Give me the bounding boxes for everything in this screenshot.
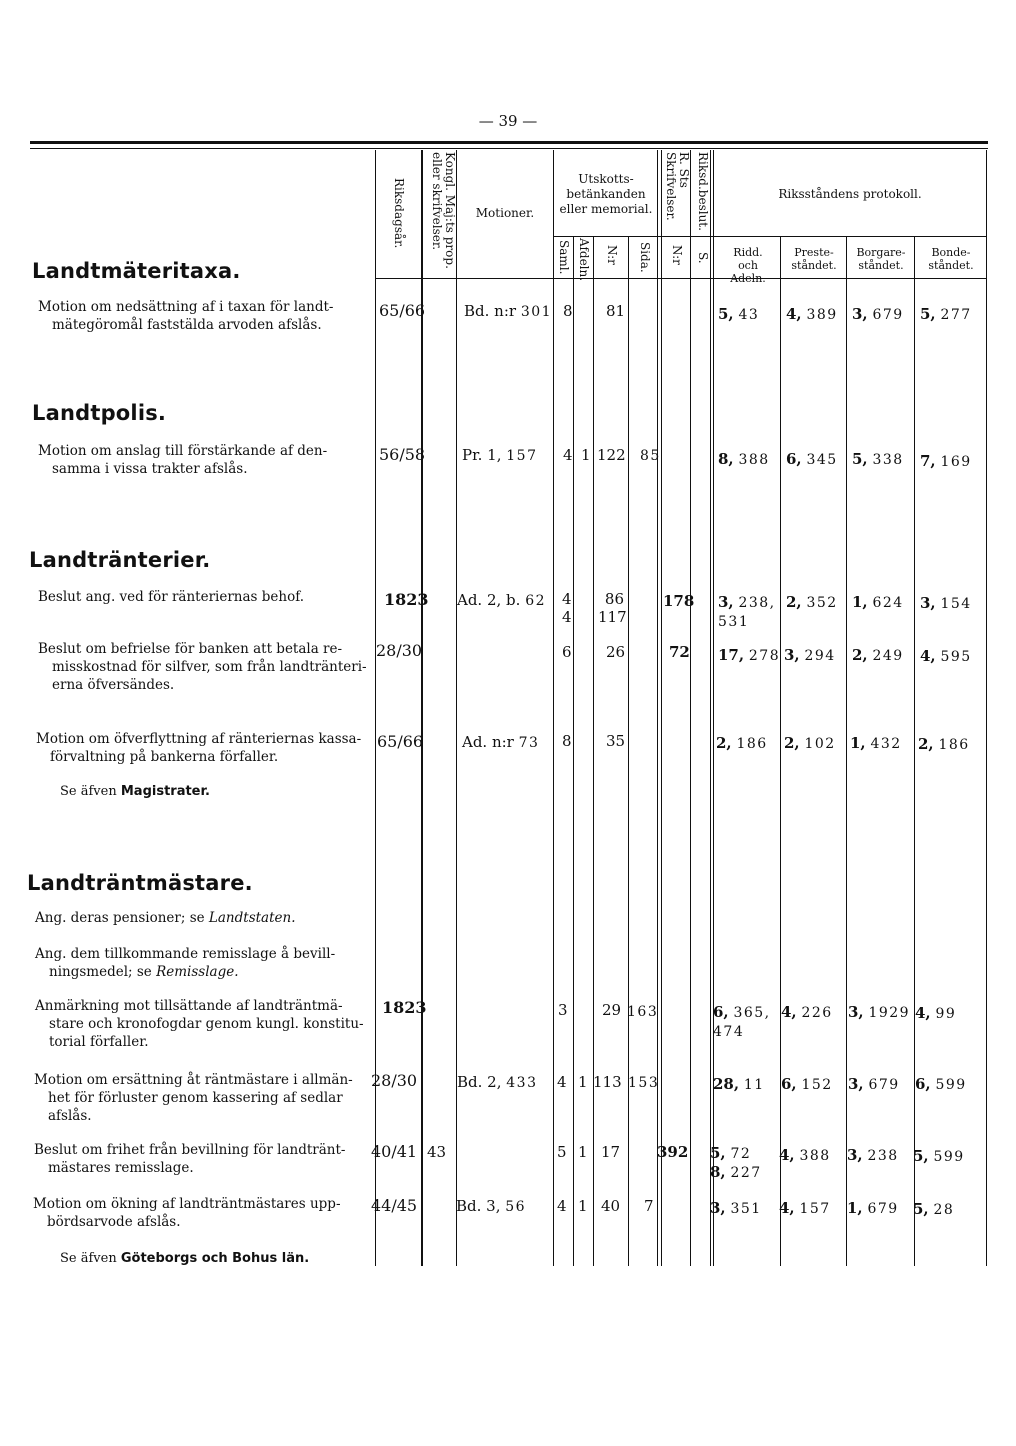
cell-motion: Bd. n:r 301 (464, 302, 553, 320)
entry-text (34, 1071, 372, 1125)
cell-saml: 6 (562, 643, 572, 661)
entry-text (38, 588, 373, 606)
header-borgare: Borgare-ståndet. (856, 246, 906, 272)
cell-motion: Pr. 1, 157 (462, 446, 538, 464)
entry-text (34, 1141, 372, 1177)
cell-saml: 5 (557, 1143, 567, 1161)
col-rule (375, 150, 376, 1266)
cell-nr: 29 (602, 1001, 622, 1019)
cell-preste: 4, 226 (781, 1003, 833, 1021)
cell-nr: 40 (601, 1197, 621, 1215)
cell-preste: 6, 152 (781, 1075, 833, 1093)
entry-line: Motion om nedsättning af i taxan för landt- (38, 299, 334, 315)
cell-ridd: 28, 11 (713, 1075, 765, 1093)
see-also (60, 784, 210, 799)
header-protokoll: Riksståndens protokoll. (778, 187, 922, 201)
cell-ridd: 2, 186 (716, 734, 768, 752)
cell-bonde: 5, 277 (920, 305, 972, 323)
cell-bonde: 5, 28 (913, 1200, 955, 1218)
cell-saml: 4 (563, 446, 573, 464)
header-bottom-rule (375, 278, 987, 279)
cell-bonde: 7, 169 (920, 452, 972, 470)
cell-nr: 122 (597, 446, 626, 464)
header-rsts: R. Sts Skrifvelser. (664, 152, 691, 221)
cell-bonde: 5, 599 (913, 1147, 965, 1165)
col-rule (657, 150, 658, 1266)
cell-preste: 3, 294 (784, 646, 836, 664)
col-rule (456, 150, 457, 1266)
cell-ridd: 17, 278 (718, 646, 781, 664)
see-also-prefix: Se äfven (60, 784, 117, 799)
section-title: Landtmäteritaxa. (32, 259, 241, 283)
see-also-ref: Göteborgs och Bohus län. (120, 1251, 310, 1266)
cell-afd: 1 (578, 1073, 588, 1091)
cell-motion: Bd. 2, 433 (457, 1073, 538, 1091)
page-number: — 39 — (478, 112, 538, 130)
header-preste: Preste-ståndet. (791, 246, 837, 272)
cell-sida: 153 (628, 1075, 660, 1091)
entry-line: afslås. (48, 1108, 92, 1124)
entry-text (38, 442, 373, 478)
cell-borgare: 2, 249 (852, 646, 904, 664)
entry-text (38, 640, 373, 694)
cell-bonde: 2, 186 (918, 735, 970, 753)
cell-motion: Bd. 3, 56 (456, 1197, 527, 1215)
cell-preste: 2, 102 (784, 734, 836, 752)
entry-line: Beslut om frihet från bevillning för landtränt- (34, 1142, 346, 1158)
header-riksd-s: S. (696, 252, 710, 264)
cell-year: 65/66 (379, 301, 426, 320)
cell-ridd: 3, 238, 531 (718, 593, 776, 630)
cell-preste: 4, 389 (786, 305, 838, 323)
cell-borgare: 3, 679 (852, 305, 904, 323)
col-rule (710, 150, 711, 1266)
entry-text (35, 997, 373, 1051)
cell-year: 56/58 (379, 445, 426, 464)
entry-line: mästares remisslage. (48, 1160, 194, 1176)
header-nr: N:r (605, 245, 619, 265)
col-rule (986, 150, 987, 1266)
col-rule (713, 150, 714, 1266)
cell-borgare: 1, 432 (850, 734, 902, 752)
entry-line: Ang. dem tillkommande remisslage å bevill- (35, 946, 336, 962)
see-also (60, 1251, 309, 1266)
col-rule (573, 236, 574, 1266)
entry-line: stare och kronofogdar genom kungl. konstitu- (49, 1016, 364, 1032)
entry-line: Anmärkning mot tillsättande af landträntmä- (35, 998, 343, 1014)
cell-year: 1823 (382, 998, 427, 1017)
header-mid-rule (553, 236, 987, 237)
cell-nr: 17 (601, 1143, 621, 1161)
entry-line: ningsmedel; se (49, 964, 152, 980)
header-afdeln: Afdeln. (577, 238, 591, 282)
header-ridd: Ridd. och Adeln. (730, 246, 766, 285)
header-utskotts: Utskotts-betänkanden eller memorial. (559, 172, 653, 216)
cell-nr: 35 (606, 732, 626, 750)
cell-saml: 4 (557, 1073, 567, 1091)
entry-line: Motion om öfverflyttning af ränteriernas kassa- (36, 731, 362, 747)
entry-text (35, 909, 373, 927)
cell-ridd: 8, 388 (718, 450, 770, 468)
entry-line: Beslut om befrielse för banken att betala re- (38, 641, 343, 657)
cell-ridd: 3, 351 (710, 1199, 762, 1217)
entry-line: samma i vissa trakter afslås. (52, 461, 248, 477)
cell-year: 28/30 (376, 641, 423, 660)
cell-saml: 3 (558, 1001, 568, 1019)
cell-prop: 43 (427, 1143, 447, 1161)
entry-line: Ang. deras pensioner; se (35, 910, 205, 926)
entry-line: het för förluster genom kassering af sedlar (48, 1090, 343, 1106)
col-rule (553, 150, 554, 1266)
cell-rsts-nr: 392 (657, 1143, 689, 1161)
entry-line: Motion om anslag till förstärkande af den- (38, 443, 328, 459)
section-title: Landtpolis. (32, 401, 167, 425)
entry-line: torial förfaller. (49, 1034, 149, 1050)
cell-motion: Ad. n:r 73 (462, 733, 540, 751)
col-rule (914, 236, 915, 1266)
section-title: Landträntmästare. (27, 871, 253, 895)
see-also-prefix: Se äfven (60, 1251, 117, 1266)
cell-borgare: 3, 679 (848, 1075, 900, 1093)
cell-nr: 113 (593, 1073, 622, 1091)
section-title: Landtränterier. (29, 548, 211, 572)
cell-saml: 4 4 (562, 590, 572, 626)
see-also-ref: Magistrater. (120, 784, 210, 799)
entry-line: Motion om ökning af landträntmästares upp- (33, 1196, 341, 1212)
cell-preste: 6, 345 (786, 450, 838, 468)
cell-sida: 163 (627, 1004, 659, 1020)
header-bonde: Bonde-ståndet. (928, 246, 974, 272)
entry-line: mätegöromål faststälda arvoden afslås. (52, 317, 322, 333)
cell-saml: 4 (557, 1197, 567, 1215)
cell-preste: 4, 388 (779, 1146, 831, 1164)
cell-year: 44/45 (371, 1196, 418, 1215)
col-rule (593, 236, 594, 1266)
cell-rsts-nr: 72 (669, 643, 690, 661)
cell-bonde: 4, 99 (915, 1004, 957, 1022)
cell-borgare: 1, 679 (847, 1199, 899, 1217)
header-saml: Saml. (557, 240, 571, 275)
header-riksd: Riksd.beslut. (696, 152, 710, 231)
cell-ridd: 5, 72 8, 227 (710, 1144, 762, 1181)
cell-afd: 1 (578, 1197, 588, 1215)
col-rule (628, 236, 629, 1266)
top-rule (30, 141, 988, 144)
cell-nr: 81 (606, 302, 626, 320)
entry-line: Motion om ersättning åt räntmästare i allmän- (34, 1072, 353, 1088)
cell-saml: 8 (563, 302, 573, 320)
cell-year: 40/41 (371, 1142, 418, 1161)
entry-line: Beslut ang. ved för ränteriernas behof. (38, 589, 304, 605)
cell-nr: 86 117 (598, 590, 627, 626)
cell-sida: 85 (640, 448, 661, 464)
cell-year: 28/30 (371, 1071, 418, 1090)
cell-nr: 26 (606, 643, 626, 661)
header-riksdagsar: Riksdagsår. (392, 178, 406, 249)
cell-rsts-nr: 178 (663, 592, 695, 610)
cell-year: 65/66 (377, 732, 424, 751)
header-kongl: Kongl. Maj:ts prop. eller skrifvelser. (430, 152, 457, 269)
entry-line: erna öfversändes. (52, 677, 175, 693)
header-motioner: Motioner. (475, 206, 535, 220)
entry-ref: Remisslage. (156, 964, 239, 980)
col-rule (780, 236, 781, 1266)
cell-preste: 2, 352 (786, 593, 838, 611)
cell-borgare: 3, 1929 (848, 1003, 911, 1021)
entry-text (36, 730, 374, 766)
col-rule (846, 236, 847, 1266)
cell-saml: 8 (562, 732, 572, 750)
cell-afd: 1 (581, 446, 591, 464)
cell-year: 1823 (384, 590, 429, 609)
cell-ridd: 6, 365, 474 (713, 1003, 771, 1040)
entry-ref: Landtstaten. (208, 910, 296, 926)
top-rule-thin (30, 148, 988, 149)
col-rule (690, 150, 691, 1266)
header-rsts-nr: N:r (670, 245, 684, 265)
cell-borgare: 5, 338 (852, 450, 904, 468)
cell-bonde: 6, 599 (915, 1075, 967, 1093)
cell-motion: Ad. 2, b. 62 (457, 591, 547, 609)
entry-line: bördsarvode afslås. (47, 1214, 181, 1230)
cell-preste: 4, 157 (779, 1199, 831, 1217)
col-rule (661, 150, 662, 1266)
cell-ridd: 5, 43 (718, 305, 760, 323)
entry-text (33, 1195, 371, 1231)
cell-afd: 1 (578, 1143, 588, 1161)
header-sida: Sida. (638, 242, 652, 273)
cell-sida: 7 (644, 1197, 654, 1215)
cell-borgare: 1, 624 (852, 593, 904, 611)
entry-text (35, 945, 373, 981)
cell-bonde: 4, 595 (920, 647, 972, 665)
cell-borgare: 3, 238 (847, 1146, 899, 1164)
cell-bonde: 3, 154 (920, 594, 972, 612)
entry-line: misskostnad för silfver, som från landtränteri- (52, 659, 367, 675)
entry-line: förvaltning på bankerna förfaller. (50, 749, 279, 765)
entry-text (38, 298, 373, 334)
